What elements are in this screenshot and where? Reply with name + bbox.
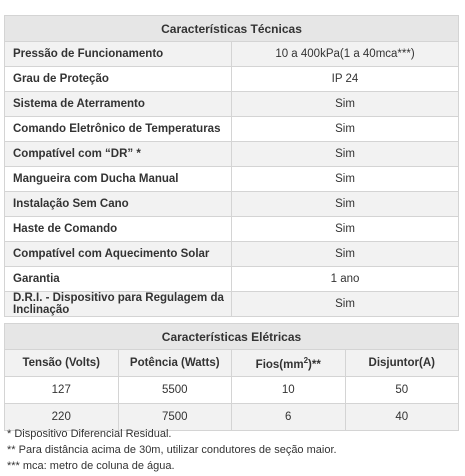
table-row <box>5 292 459 317</box>
spec-value: Sim <box>232 167 459 192</box>
spec-value: Sim <box>232 117 459 142</box>
tensao-cell: 127 <box>5 377 119 404</box>
spec-value: Sim <box>232 292 459 317</box>
spec-label: Sistema de Aterramento <box>5 92 232 117</box>
footnote: * Dispositivo Diferencial Residual. <box>7 428 172 440</box>
spec-value: Sim <box>232 92 459 117</box>
potencia-cell: 7500 <box>118 404 232 431</box>
table-row <box>5 42 459 67</box>
spec-value: Sim <box>232 142 459 167</box>
footnotes <box>7 426 337 474</box>
table-row <box>5 217 459 242</box>
table-header-row <box>5 350 459 377</box>
disjuntor-cell: 40 <box>345 404 459 431</box>
spec-value: Sim <box>232 192 459 217</box>
fios-cell: 6 <box>232 404 346 431</box>
electrical-specs-table <box>4 323 459 431</box>
spec-label: D.R.I. - Dispositivo para Regulagem da Inclinação <box>5 292 232 317</box>
table-row <box>5 167 459 192</box>
column-header-tensao: Tensão (Volts) <box>5 350 119 377</box>
table-row <box>5 192 459 217</box>
fios-cell: 10 <box>232 377 346 404</box>
spec-label: Comando Eletrônico de Temperaturas <box>5 117 232 142</box>
technical-specs-title: Características Técnicas <box>5 16 459 42</box>
table-row <box>5 67 459 92</box>
fios-header-text: Fios(mm <box>255 358 304 371</box>
footnote: ** Para distância acima de 30m, utilizar condutores de seção maior. <box>7 444 337 456</box>
electrical-specs-title: Características Elétricas <box>5 324 459 350</box>
spec-label: Pressão de Funcionamento <box>5 42 232 67</box>
spec-label: Compatível com “DR” * <box>5 142 232 167</box>
spec-label: Grau de Proteção <box>5 67 232 92</box>
spec-label: Compatível com Aquecimento Solar <box>5 242 232 267</box>
potencia-cell: 5500 <box>118 377 232 404</box>
spec-value: 10 a 400kPa(1 a 40mca***) <box>232 42 459 67</box>
table-row <box>5 242 459 267</box>
column-header-disjuntor: Disjuntor(A) <box>345 350 459 377</box>
table-row <box>5 267 459 292</box>
table-row <box>5 92 459 117</box>
spec-value: 1 ano <box>232 267 459 292</box>
table-row <box>5 117 459 142</box>
spec-label: Instalação Sem Cano <box>5 192 232 217</box>
spec-label: Haste de Comando <box>5 217 232 242</box>
spec-value: Sim <box>232 217 459 242</box>
column-header-fios <box>232 350 346 377</box>
spec-value: IP 24 <box>232 67 459 92</box>
column-header-potencia: Potência (Watts) <box>118 350 232 377</box>
fios-header-superscript: 2 <box>303 355 309 365</box>
fios-header-suffix: )** <box>308 358 321 371</box>
technical-specs-table <box>4 15 459 317</box>
spec-label: Garantia <box>5 267 232 292</box>
spec-label: Mangueira com Ducha Manual <box>5 167 232 192</box>
footnote: *** mca: metro de coluna de água. <box>7 460 175 472</box>
disjuntor-cell: 50 <box>345 377 459 404</box>
table-row <box>5 142 459 167</box>
spec-value: Sim <box>232 242 459 267</box>
tensao-cell: 220 <box>5 404 119 431</box>
table-row <box>5 377 459 404</box>
